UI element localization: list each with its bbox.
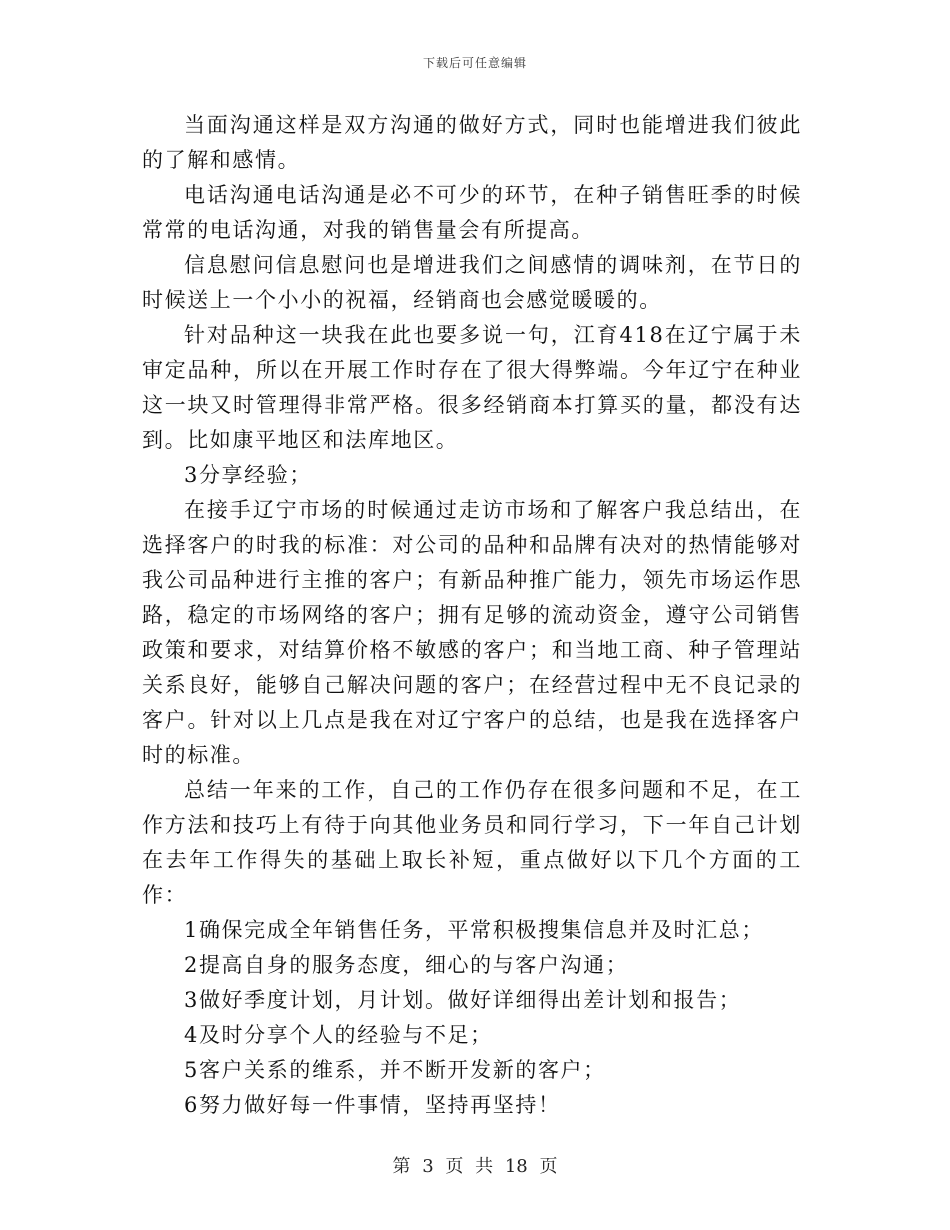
page-header-note: 下载后可任意编辑 <box>422 56 527 70</box>
paragraph-1: 当面沟通这样是双方沟通的做好方式，同时也能增进我们彼此的了解和感情。 <box>142 113 802 172</box>
paragraph-6: 在接手辽宁市场的时候通过走访市场和了解客户我总结出，在选择客户的时我的标准：对公司的品种和品牌有决对的热情能够对我公司品种进行主推的客户；有新品种推广能力，领先市场运作思路，稳定的市场网络的客户；拥有足够的流动资金，遵守公司销售政策和要求，对结算价格不敏感的客户；和当地工商、种子管理站关系良好，能够自己解决问题的客户；在经营过程中无不良记录的客户。针对以上几点是我在对辽宁客户的总结，也是我在选择客户时的标准。 <box>142 498 802 767</box>
plan-item-4: 4及时分享个人的经验与不足； <box>184 1023 493 1047</box>
plan-item-2: 2提高自身的服务态度，细心的与客户沟通； <box>184 953 629 977</box>
paragraph-3: 信息慰问信息慰问也是增进我们之间感情的调味剂，在节日的时候送上一个小小的祝福，经销商也会感觉暖暖的。 <box>142 253 802 312</box>
paragraph-2: 电话沟通电话沟通是必不可少的环节，在种子销售旺季的时候常常的电话沟通，对我的销售量会有所提高。 <box>142 183 802 242</box>
document-body <box>142 108 802 1123</box>
plan-item-5: 5客户关系的维系，并不断开发新的客户； <box>184 1058 606 1082</box>
plan-item-6: 6努力做好每一件事情，坚持再坚持！ <box>184 1093 561 1117</box>
paragraph-7: 总结一年来的工作，自己的工作仍存在很多问题和不足，在工作方法和技巧上有待于向其他业务员和同行学习，下一年自己计划在去年工作得失的基础上取长补短，重点做好以下几个方面的工作： <box>142 778 802 907</box>
plan-item-1: 1确保完成全年销售任务，平常积极搜集信息并及时汇总； <box>184 918 764 942</box>
plan-item-3: 3做好季度计划，月计划。做好详细得出差计划和报告； <box>184 988 742 1012</box>
paragraph-4: 针对品种这一块我在此也要多说一句，江育418在辽宁属于未审定品种，所以在开展工作时存在了很大得弊端。今年辽宁在种业这一块又时管理得非常严格。很多经销商本打算买的量，都没有达到。比如康平地区和法库地区。 <box>142 323 802 452</box>
section-heading-share-experience: 3分享经验； <box>184 463 312 487</box>
page-number-footer: 第 3 页 共 18 页 <box>392 1156 558 1177</box>
